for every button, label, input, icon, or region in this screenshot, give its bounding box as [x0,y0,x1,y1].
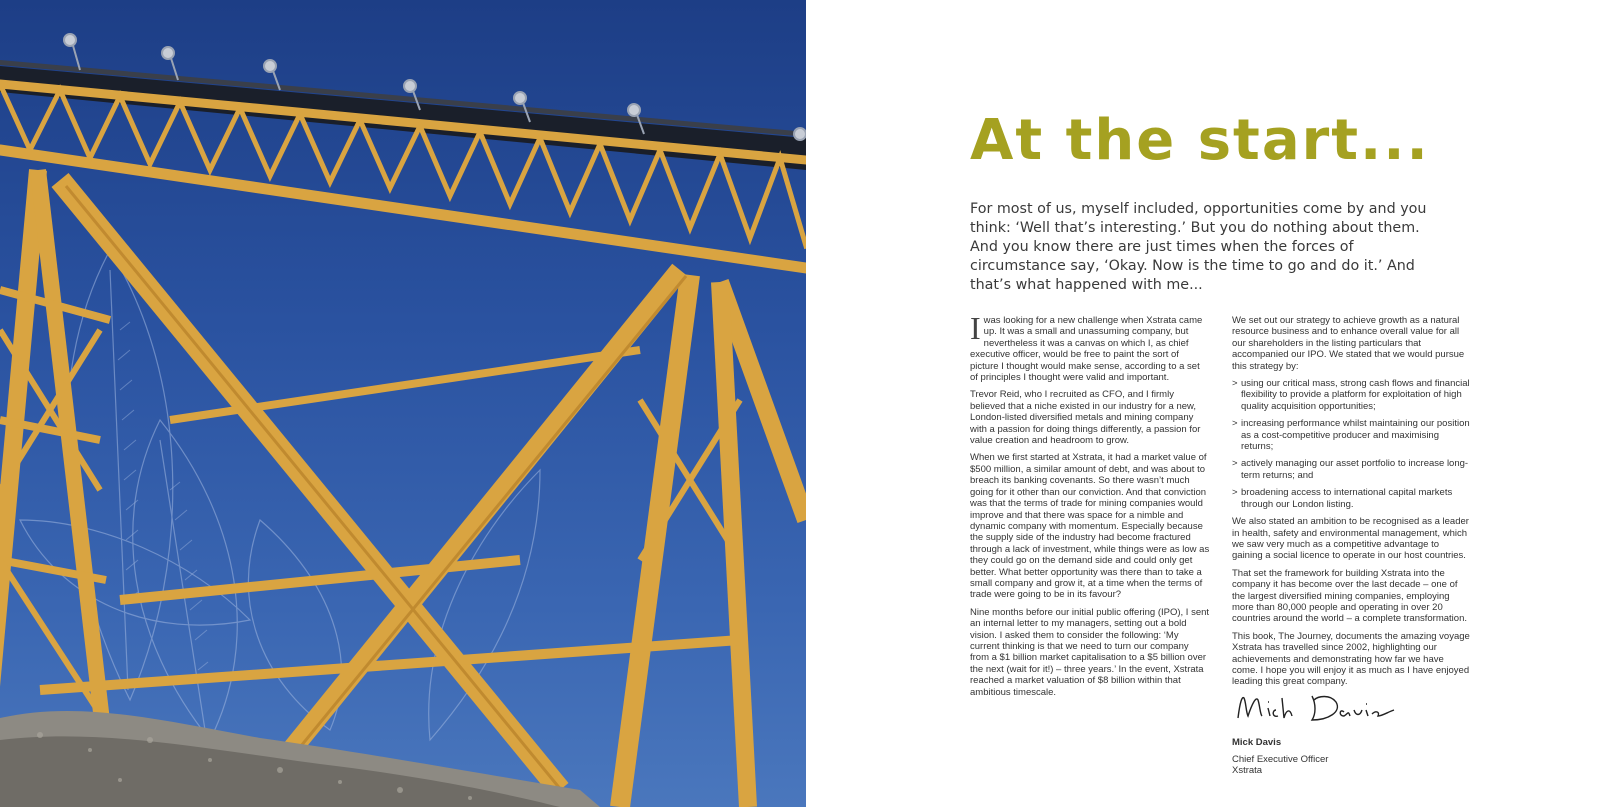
body-paragraph: We also stated an ambition to be recognised as a leader in health, safety and environmental management, which we saw very much as a competitive advantage to gaining a social licence to operate in our host countries. [1232,516,1469,562]
signatory-role: Chief Executive Officer [1232,754,1329,765]
left-text-column [970,310,1210,704]
text-page [806,0,1612,807]
bullet-marker: > [1232,487,1238,499]
page-headline: At the start... [970,108,1430,173]
list-item: > actively managing our asset portfolio to increase long-term returns; and [1232,458,1469,481]
body-paragraph: When we first started at Xstrata, it had a market value of $500 million, a similar amount of debt, and was about to breach its banking covenants. So there wasn’t much going for it other than our conviction. And that conviction was that the terms of trade for mining companies would improve and that there was space for a nimble and dynamic company with momentum. Especially because the supply side of the industry had become fractured through a lack of investment, while things were as low as they could go on the demand side and could only get better. What better opportunity was there than to take a small company and grow it, at a time when the terms of trade were going to be in its favour? [970,452,1210,601]
bullet-marker: > [1232,458,1238,470]
right-text-column [1232,315,1472,694]
body-paragraph: Iwas looking for a new challenge when Xstrata came up. It was a small and unassuming company, but nevertheless it was a canvas on which I, as chief executive officer, would be free to paint the sort of picture I thought would make sense, according to a set of principles I thought were valid and important. [970,310,1203,384]
body-paragraph: Nine months before our initial public offering (IPO), I sent an internal letter to my managers, setting out a bold vision. I asked them to consider the following: ‘My current thinking is that we need to turn our company from a $1 billion market capitalisation to a $5 billion over the next (wait for it!) – three years.’ In the event, Xstrata reached a market valuation of $8 billion within that ambitious timescale. [970,606,1210,698]
strategy-list [1232,378,1472,510]
list-item: > using our critical mass, strong cash flows and financial flexibility to provide a platform for exploitation of high quality acquisition opportunities; [1232,378,1470,412]
signatory-company: Xstrata [1232,765,1263,777]
body-paragraph: Trevor Reid, who I recruited as CFO, and I firmly believed that a niche existed in our industry for a new, London-listed diversified metals and mining company with a passion for doing things differently, a passion for value creation and headroom to grow. [970,389,1201,447]
signatory-title [1232,754,1328,777]
bullet-marker: > [1232,418,1238,430]
list-item: > increasing performance whilst maintaining our position as a cost-competitive producer and maximising returns; [1232,418,1470,453]
body-paragraph: This book, The Journey, documents the amazing voyage Xstrata has travelled since 2002, highlighting our achievements and demonstrating how far we have come. I hope you will enjoy it as much as I have enjoyed leading this great company. [1232,630,1470,688]
bullet-marker: > [1232,378,1238,390]
intro-quote: For most of us, myself included, opportunities come by and you think: ‘Well that’s interesting.’ But you do nothing about them. And you know there are just times when the forces of circumstance say, ‘Okay. Now is the time to go and do it.’ And that’s what happened with me... [970,201,1427,293]
signatory-name: Mick Davis [1232,737,1282,748]
body-paragraph: That set the framework for building Xstrata into the company it has become over the last decade – one of the largest diversified mining companies, employing more than 80,000 people and operating in over 20 countries around the world – a complete transformation. [1232,567,1467,625]
body-paragraph: We set out our strategy to achieve growth as a natural resource business and to enhance overall value for all our shareholders in the listing particulars that accompanied our IPO. We stated that we would pursue this strategy by: [1232,315,1465,372]
handwritten-signature [1232,690,1412,730]
list-item: > broadening access to international capital markets through our London listing. [1232,487,1453,510]
drop-cap: I [970,310,981,346]
